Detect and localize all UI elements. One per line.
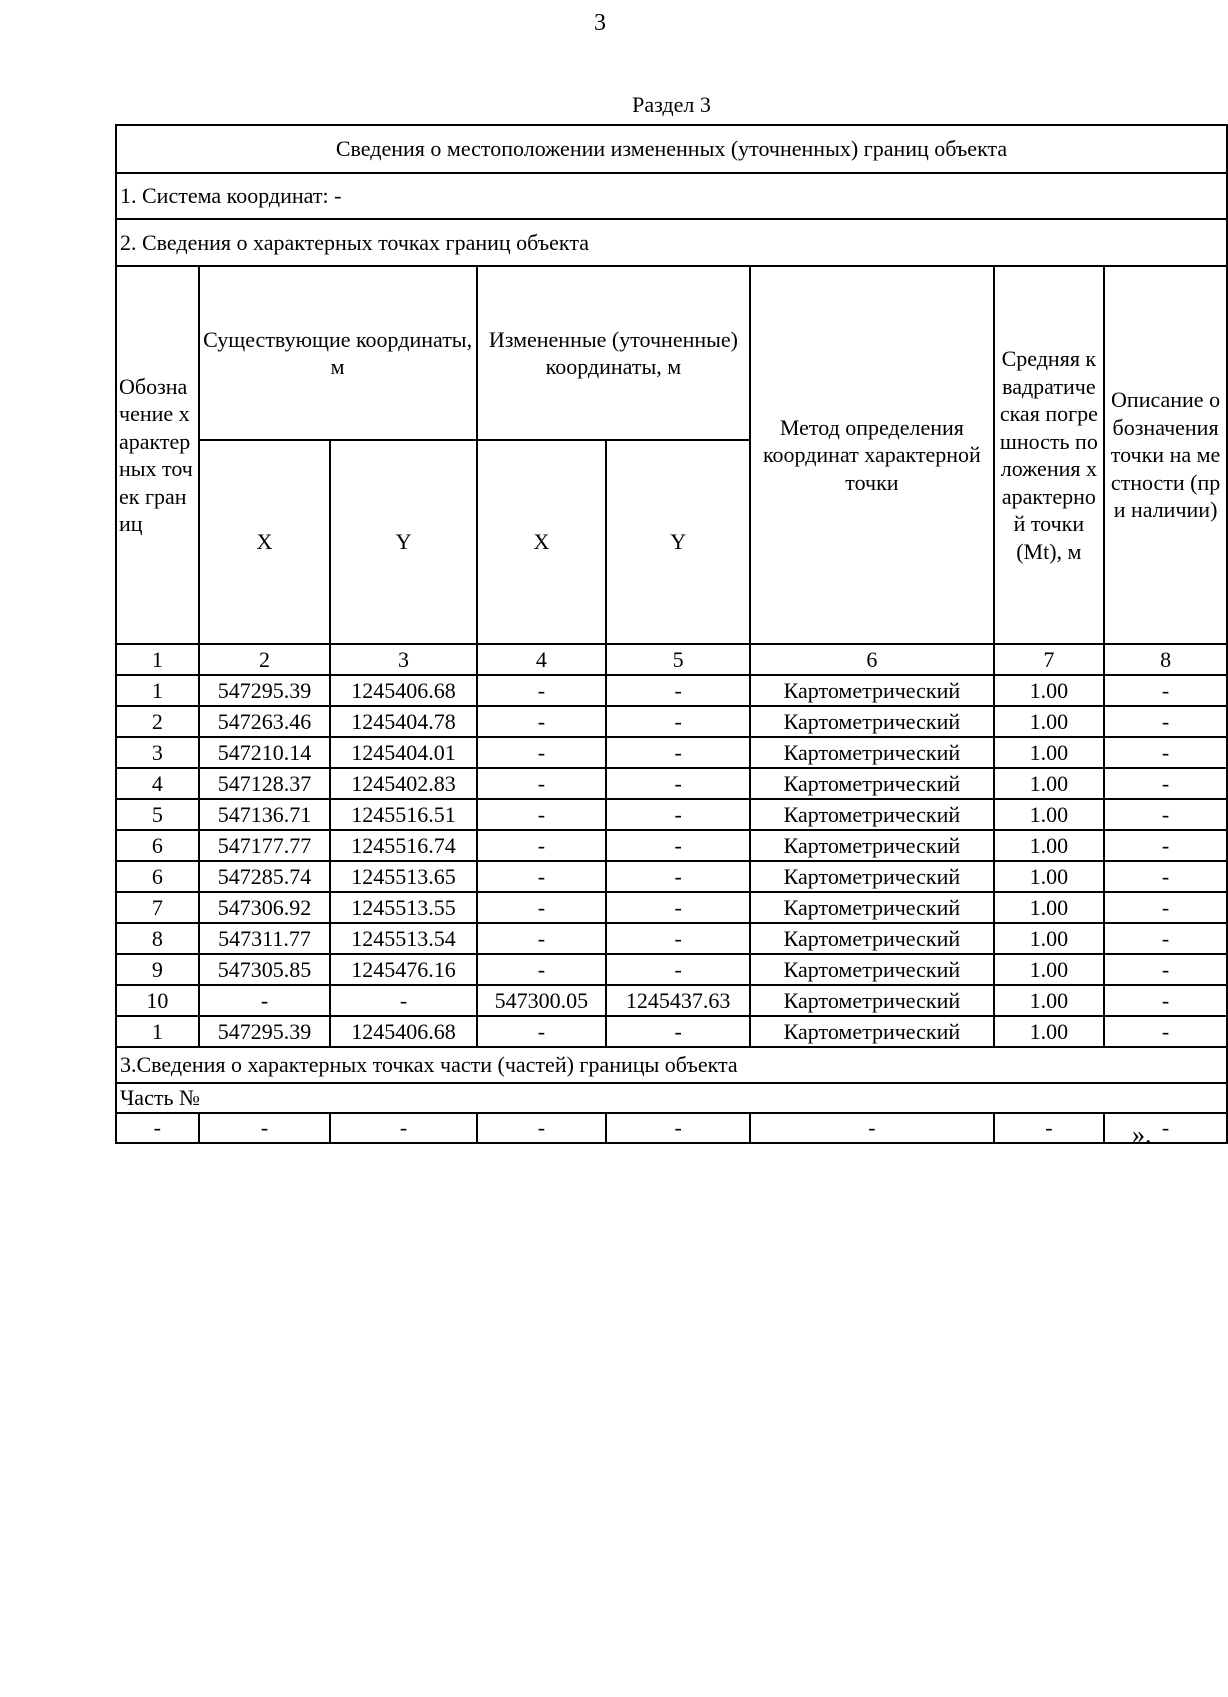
- description-cell: -: [1104, 985, 1227, 1016]
- table-row: [116, 706, 1227, 737]
- header-existing-y: Y: [330, 440, 476, 644]
- description-cell: -: [1104, 954, 1227, 985]
- header-existing-x: X: [199, 440, 331, 644]
- point-number-cell: 8: [116, 923, 199, 954]
- existing-x-cell: 547295.39: [199, 1016, 331, 1047]
- header-row-1: [116, 266, 1227, 440]
- part-cell: -: [750, 1113, 993, 1143]
- point-number-cell: 1: [116, 675, 199, 706]
- existing-y-cell: 1245476.16: [330, 954, 476, 985]
- error-value-cell: 1.00: [994, 830, 1105, 861]
- data-rows: [116, 675, 1227, 1047]
- method-cell: Картометрический: [750, 954, 993, 985]
- col-number: 7: [994, 644, 1105, 675]
- col-number: 3: [330, 644, 476, 675]
- description-cell: -: [1104, 706, 1227, 737]
- header-existing: Существующие координаты, м: [199, 266, 477, 440]
- points-heading-row: [116, 219, 1227, 266]
- error-value-cell: 1.00: [994, 799, 1105, 830]
- existing-y-cell: 1245406.68: [330, 1016, 476, 1047]
- changed-y-cell: -: [606, 923, 750, 954]
- existing-y-cell: 1245516.74: [330, 830, 476, 861]
- header-designation: Обозначение характерных точек границ: [116, 266, 199, 644]
- table-row: [116, 737, 1227, 768]
- col-number: 1: [116, 644, 199, 675]
- existing-y-cell: 1245516.51: [330, 799, 476, 830]
- existing-x-cell: 547210.14: [199, 737, 331, 768]
- changed-y-cell: 1245437.63: [606, 985, 750, 1016]
- coord-system: 1. Система координат: -: [116, 173, 1227, 219]
- changed-y-cell: -: [606, 799, 750, 830]
- table-row: [116, 799, 1227, 830]
- table-row: [116, 675, 1227, 706]
- part-cell: -: [1104, 1113, 1227, 1143]
- description-cell: -: [1104, 830, 1227, 861]
- existing-x-cell: 547311.77: [199, 923, 331, 954]
- section-title: Раздел 3: [632, 92, 711, 117]
- existing-x-cell: 547295.39: [199, 675, 331, 706]
- description-cell: -: [1104, 768, 1227, 799]
- changed-x-cell: -: [477, 675, 607, 706]
- point-number-cell: 6: [116, 830, 199, 861]
- existing-y-cell: 1245406.68: [330, 675, 476, 706]
- table-row: [116, 861, 1227, 892]
- part-cell: -: [199, 1113, 331, 1143]
- existing-x-cell: 547136.71: [199, 799, 331, 830]
- changed-y-cell: -: [606, 892, 750, 923]
- parts-heading: 3.Сведения о характерных точках части (частей) границы объекта: [116, 1047, 1227, 1083]
- error-value-cell: 1.00: [994, 768, 1105, 799]
- col-number: 8: [1104, 644, 1227, 675]
- changed-x-cell: 547300.05: [477, 985, 607, 1016]
- changed-y-cell: -: [606, 1016, 750, 1047]
- point-number-cell: 3: [116, 737, 199, 768]
- col-number: 6: [750, 644, 993, 675]
- point-number-cell: 10: [116, 985, 199, 1016]
- table-row: [116, 923, 1227, 954]
- col-number: 5: [606, 644, 750, 675]
- col-number: 4: [477, 644, 607, 675]
- point-number-cell: 4: [116, 768, 199, 799]
- changed-y-cell: -: [606, 768, 750, 799]
- part-row: [116, 1113, 1227, 1143]
- part-cell: -: [116, 1113, 199, 1143]
- method-cell: Картометрический: [750, 768, 993, 799]
- changed-y-cell: -: [606, 706, 750, 737]
- error-value-cell: 1.00: [994, 737, 1105, 768]
- method-cell: Картометрический: [750, 923, 993, 954]
- method-cell: Картометрический: [750, 985, 993, 1016]
- point-number-cell: 9: [116, 954, 199, 985]
- closing-quote-mark: ».: [1132, 1120, 1152, 1149]
- error-value-cell: 1.00: [994, 675, 1105, 706]
- method-cell: Картометрический: [750, 675, 993, 706]
- existing-x-cell: 547177.77: [199, 830, 331, 861]
- changed-x-cell: -: [477, 737, 607, 768]
- point-number-cell: 2: [116, 706, 199, 737]
- point-number-cell: 6: [116, 861, 199, 892]
- error-value-cell: 1.00: [994, 954, 1105, 985]
- changed-y-cell: -: [606, 830, 750, 861]
- existing-y-cell: 1245404.01: [330, 737, 476, 768]
- table-row: [116, 768, 1227, 799]
- existing-y-cell: 1245513.54: [330, 923, 476, 954]
- boundary-table: [115, 124, 1228, 1144]
- header-method: Метод определения координат характерной точки: [750, 266, 993, 644]
- page-number: 3: [594, 10, 606, 36]
- header-description: Описание обозначения точки на местности (при наличии): [1104, 266, 1227, 644]
- point-number-cell: 1: [116, 1016, 199, 1047]
- existing-y-cell: -: [330, 985, 476, 1016]
- column-numbers-row: [116, 644, 1227, 675]
- changed-x-cell: -: [477, 892, 607, 923]
- part-cell: -: [994, 1113, 1105, 1143]
- error-value-cell: 1.00: [994, 985, 1105, 1016]
- description-cell: -: [1104, 1016, 1227, 1047]
- header-error: Средняя квадратическая погрешность положения характерной точки (Mt), м: [994, 266, 1105, 644]
- header-changed: Измененные (уточненные) координаты, м: [477, 266, 751, 440]
- description-cell: -: [1104, 675, 1227, 706]
- method-cell: Картометрический: [750, 892, 993, 923]
- existing-x-cell: 547263.46: [199, 706, 331, 737]
- part-cell: -: [477, 1113, 607, 1143]
- existing-x-cell: 547285.74: [199, 861, 331, 892]
- point-number-cell: 7: [116, 892, 199, 923]
- changed-y-cell: -: [606, 954, 750, 985]
- existing-x-cell: -: [199, 985, 331, 1016]
- part-label: Часть №: [116, 1083, 1227, 1113]
- method-cell: Картометрический: [750, 861, 993, 892]
- existing-y-cell: 1245404.78: [330, 706, 476, 737]
- method-cell: Картометрический: [750, 830, 993, 861]
- error-value-cell: 1.00: [994, 706, 1105, 737]
- existing-y-cell: 1245402.83: [330, 768, 476, 799]
- error-value-cell: 1.00: [994, 923, 1105, 954]
- header-changed-y: Y: [606, 440, 750, 644]
- header-changed-x: X: [477, 440, 607, 644]
- table-row: [116, 985, 1227, 1016]
- point-number-cell: 5: [116, 799, 199, 830]
- error-value-cell: 1.00: [994, 1016, 1105, 1047]
- coord-system-row: [116, 173, 1227, 219]
- method-cell: Картометрический: [750, 706, 993, 737]
- col-number: 2: [199, 644, 331, 675]
- error-value-cell: 1.00: [994, 892, 1105, 923]
- part-label-row: [116, 1083, 1227, 1113]
- table-row: [116, 954, 1227, 985]
- existing-x-cell: 547305.85: [199, 954, 331, 985]
- changed-x-cell: -: [477, 923, 607, 954]
- part-cell: -: [330, 1113, 476, 1143]
- description-cell: -: [1104, 861, 1227, 892]
- existing-x-cell: 547306.92: [199, 892, 331, 923]
- table-title: Сведения о местоположении измененных (уточненных) границ объекта: [116, 125, 1227, 173]
- table-row: [116, 830, 1227, 861]
- changed-x-cell: -: [477, 830, 607, 861]
- changed-x-cell: -: [477, 861, 607, 892]
- existing-y-cell: 1245513.55: [330, 892, 476, 923]
- changed-y-cell: -: [606, 675, 750, 706]
- parts-heading-row: [116, 1047, 1227, 1083]
- changed-x-cell: -: [477, 1016, 607, 1047]
- existing-x-cell: 547128.37: [199, 768, 331, 799]
- existing-y-cell: 1245513.65: [330, 861, 476, 892]
- table-row: [116, 892, 1227, 923]
- method-cell: Картометрический: [750, 737, 993, 768]
- method-cell: Картометрический: [750, 799, 993, 830]
- changed-x-cell: -: [477, 768, 607, 799]
- description-cell: -: [1104, 923, 1227, 954]
- description-cell: -: [1104, 892, 1227, 923]
- changed-y-cell: -: [606, 737, 750, 768]
- error-value-cell: 1.00: [994, 861, 1105, 892]
- changed-x-cell: -: [477, 706, 607, 737]
- changed-x-cell: -: [477, 799, 607, 830]
- table-title-row: [116, 125, 1227, 173]
- table-row: [116, 1016, 1227, 1047]
- changed-y-cell: -: [606, 861, 750, 892]
- changed-x-cell: -: [477, 954, 607, 985]
- part-cell: -: [606, 1113, 750, 1143]
- description-cell: -: [1104, 799, 1227, 830]
- points-heading: 2. Сведения о характерных точках границ объекта: [116, 219, 1227, 266]
- method-cell: Картометрический: [750, 1016, 993, 1047]
- description-cell: -: [1104, 737, 1227, 768]
